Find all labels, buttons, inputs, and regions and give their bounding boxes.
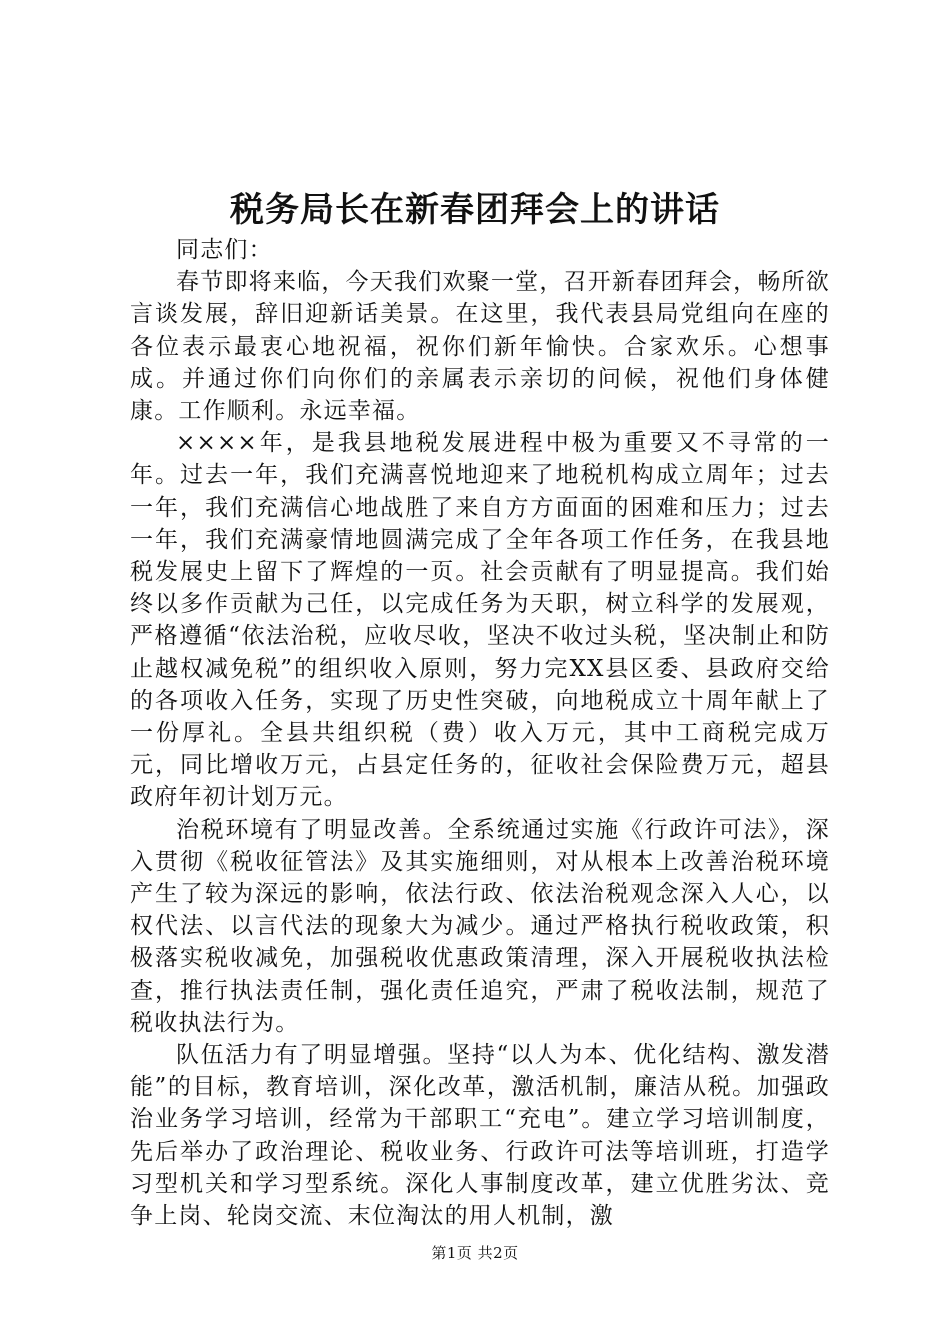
document-title: 税务局长在新春团拜会上的讲话 — [230, 190, 720, 230]
paragraph-4: 队伍活力有了明显增强。坚持“以人为本、优化结构、激发潜能”的目标，教育培训，深化改革，激活机制，廉洁从税。加强政治业务学习培训，经常为干部职工“充电”。建立学习培训制度，先后举办了政治理论、税收业务、行政许可法等培训班，打造学习型机关和学习型系统。深化人事制度改革，建立优胜劣汰、竞争上岗、轮岗交流、末位淘汰的用人机制，激 — [130, 1042, 830, 1230]
paragraph-3: 治税环境有了明显改善。全系统通过实施《行政许可法》，深入贯彻《税收征管法》及其实施细则，对从根本上改善治税环境产生了较为深远的影响，依法行政、依法治税观念深入人心，以权代法、以言代法的现象大为减少。通过严格执行税收政策，积极落实税收减免，加强税收优惠政策清理，深入开展税收执法检查，推行执法责任制，强化责任追究，严肃了税收法制，规范了税收执法行为。 — [130, 816, 830, 1036]
document-body — [130, 234, 830, 1232]
page-footer: 第1页 共2页 — [431, 1244, 519, 1262]
paragraph-2: ××××年，是我县地税发展进程中极为重要又不寻常的一年。过去一年，我们充满喜悦地迎来了地税机构成立周年；过去一年，我们充满信心地战胜了来自方方面面的困难和压力；过去一年，我们充满豪情地圆满完成了全年各项工作任务，在我县地税发展史上留下了辉煌的一页。社会贡献有了明显提高。我们始终以多作贡献为己任，以完成任务为天职，树立科学的发展观，严格遵循“依法治税，应收尽收，坚决不收过头税，坚决制止和防止越权减免税”的组织收入原则，努力完XX县区委、县政府交给的各项收入任务，实现了历史性突破，向地税成立十周年献上了一份厚礼。全县共组织税（费）收入万元，其中工商税完成万元，同比增收万元，占县定任务的，征收社会保险费万元，超县政府年初计划万元。 — [130, 430, 830, 811]
paragraph-1: 春节即将来临，今天我们欢聚一堂，召开新春团拜会，畅所欲言谈发展，辞旧迎新话美景。在这里，我代表县局党组向在座的各位表示最衷心地祝福，祝你们新年愉快。合家欢乐。心想事成。并通过你们向你们的亲属表示亲切的问候，祝他们身体健康。工作顺利。永远幸福。 — [130, 269, 830, 425]
salutation: 同志们： — [176, 237, 273, 263]
